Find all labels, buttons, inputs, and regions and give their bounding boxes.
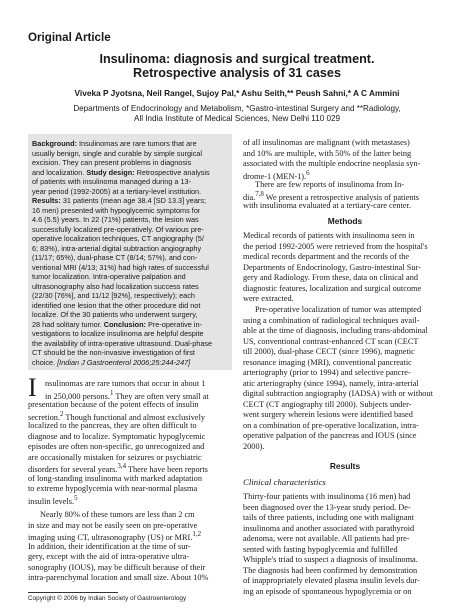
- body-line: The diagnosis had been confirmed by demonstration: [243, 565, 418, 575]
- body-line: using a combination of radiological techniques avail-: [243, 315, 420, 325]
- body-line: able at the time of diagnosis, including trans-abdominal: [243, 326, 428, 335]
- abstract-line: vestigations to localize insulinoma are helpful despite: [32, 329, 204, 338]
- body-line: till 2000), dual-phase CECT (since 1996), magnetic: [243, 347, 415, 356]
- abstract-line: ventional MRI (4/13; 31%) had high rates of successful: [32, 262, 209, 272]
- section-label: Original Article: [28, 31, 111, 44]
- body-line: digital subtraction angiography (IADSA) with or without: [243, 389, 433, 398]
- body-line: presentation because of the potent effects of insulin: [28, 400, 199, 409]
- body-line: 2000).: [243, 441, 265, 451]
- body-line: nsulinomas are rare tumors that occur in about 1: [45, 379, 206, 388]
- article-title-line-1: Insulinoma: diagnosis and surgical treatment.: [99, 52, 375, 66]
- body-line: Nearly 80% of these tumors are less than 2 cm: [40, 510, 195, 519]
- abstract-line: excision. They can present problems in diagnosis: [32, 158, 192, 167]
- results-heading: Results: [329, 461, 361, 471]
- body-line: gery and Radiology. From these, data on clinical and: [243, 273, 419, 282]
- body-line: Thirty-four patients with insulinoma (16 men) had: [243, 492, 411, 501]
- abstract-line: (22/30 [76%], and 11/12 [92%], respectively); each: [32, 291, 195, 300]
- body-line: adenoma, were not available. All patients had pre-: [243, 534, 410, 543]
- abstract-line: tumor localization. Intra-operative palpation and: [32, 272, 186, 281]
- affiliation-line-1: Departments of Endocrinology and Metabolism, *Gastro-intestinal Surgery and **Radiology,: [73, 104, 401, 113]
- body-line: insulin levels.$^5$: [28, 494, 78, 506]
- abstract-line: choice. [Indian J Gastroenterol 2006;25:244-247]: [32, 357, 191, 367]
- abstract-study-design-label: Study design:: [86, 167, 135, 177]
- abstract-line: of patients with insulinoma managed during a 13-: [32, 177, 192, 186]
- abstract-line: 4.6 (5.5) years. In 22 (71%) patients, the lesion was: [32, 215, 199, 224]
- body-line: gery, except with the aid of intra-operative ultra-: [28, 552, 190, 561]
- footnote-rule: [28, 592, 118, 593]
- drop-cap: I: [28, 373, 37, 402]
- body-line: Whipple's triad to suspect a diagnosis of insulinoma.: [243, 555, 418, 564]
- body-line: of all insulinomas are malignant (with metastases): [243, 138, 410, 147]
- body-line: arteriography (prior to 1994) and selective pancre-: [243, 368, 411, 377]
- abstract-background-label: Background:: [32, 139, 77, 148]
- body-line: operative palpation of the pancreas and IOUS (since: [243, 431, 417, 440]
- body-line: were extracted.: [243, 294, 294, 303]
- body-line: Departments of Endocrinology, Gastro-intestinal Sur-: [243, 262, 421, 272]
- body-line: went surgery wherein lesions were identified based: [243, 410, 413, 419]
- body-line: secretion.$^2$ Though functional and almost exclusively: [28, 410, 206, 422]
- body-line: US, conventional contrast-enhanced CT scan (CECT: [243, 336, 419, 346]
- abstract-conclusion-label: Conclusion:: [103, 319, 146, 329]
- abstract-line: operative localization techniques, CT angiography (5/: [32, 234, 204, 243]
- body-line: sonography (IOUS), may be difficult because of their: [28, 562, 206, 572]
- affiliation-line-2: All India Institute of Medical Sciences, New Delhi 110 029: [134, 114, 340, 123]
- abstract-line: ultrasonography also had localization success rates: [32, 281, 199, 291]
- abstract-line: (11/17; 65%), dual-phase CT (8/14; 57%), and con-: [32, 253, 198, 262]
- body-line: associated with the multiple endocrine neoplasia syn-: [243, 159, 421, 168]
- abstract-line: Background: Insulinomas are rare tumors that are: [32, 139, 197, 148]
- body-line: and 10% are multiple, with 50% of the latter being: [243, 148, 412, 158]
- body-line: in 250,000 persons.$^1$ They are often very small at: [45, 389, 209, 401]
- abstract-line: 28 had solitary tumor. Conclusion: Pre-operative in-: [32, 319, 202, 329]
- copyright-notice: Copyright © 2006 by Indian Society of Gastroenterology: [28, 595, 187, 602]
- abstract-line: and localization. Study design: Retrospective analysis: [32, 167, 210, 177]
- body-line: diagnostic features, localization and surgical outcome: [243, 283, 422, 293]
- abstract-results-label: Results:: [32, 196, 61, 205]
- abstract-line: identified one lesion that the other procedure did not: [32, 300, 201, 310]
- body-line: diagnose and to localize. Symptomatic hypoglycemic: [28, 431, 206, 441]
- body-line: disorders for several years.$^{3,4}$ There have been reports: [28, 463, 208, 474]
- abstract-line: localize. Of the 30 patients who underwent surgery,: [32, 310, 198, 319]
- body-line: to extreme hypoglycemia with near-normal plasma: [28, 484, 198, 493]
- clinical-characteristics-subheading: Clinical characteristics: [243, 477, 326, 487]
- methods-heading: Methods: [327, 216, 363, 226]
- abstract-line: successfully localized pre-operatively. Of various pre-: [32, 224, 204, 234]
- body-line: localized to the pancreas, they are often difficult to: [28, 421, 197, 430]
- abstract-line: the availability of intra-operative ultrasound. Dual-phase: [32, 338, 213, 348]
- abstract-line: usually benign, single and curable by simple surgical: [32, 148, 202, 158]
- body-line: in size and may not be easily seen on pre-operative: [28, 520, 198, 530]
- body-line: There are few reports of insulinoma from In-: [255, 180, 405, 189]
- body-line: on a combination of pre-operative localization, intra-: [243, 420, 419, 430]
- body-line: the period 1992-2005 were retrieved from the hospital's: [243, 241, 428, 251]
- abstract-line: 16 men) presented with hypoglycemic symptoms for: [32, 205, 201, 215]
- body-line: resonance imaging (MRI), conventional pancreatic: [243, 357, 412, 367]
- body-line: with insulinoma evaluated at a tertiary-care center.: [243, 201, 411, 210]
- author-list: Viveka P Jyotsna, Neil Rangel, Sujoy Pal,* Ashu Seith,** Peush Sahni,* A C Ammini: [74, 88, 400, 98]
- body-line: been diagnosed over the 13-year study period. De-: [243, 502, 411, 512]
- body-line: insulinoma and another associated with parathyroid: [243, 523, 415, 533]
- body-line: dia.$^{7,8}$ We present a retrospective analysis of patients: [243, 190, 420, 202]
- abstract-line: 6; 83%), intra-arterial digital subtraction angiography: [32, 243, 202, 253]
- body-line: episodes are often non-specific, go unrecognized and: [28, 442, 205, 451]
- abstract-line: CT should be the non-invasive investigation of first: [32, 348, 195, 357]
- body-line: sented with fasting hypoglycemia and fulfilled: [243, 544, 398, 554]
- body-line: CECT (CT angiography till 2000). Subjects under-: [243, 399, 412, 409]
- body-line: of long-standing insulinoma with marked adaptation: [28, 473, 202, 483]
- body-line: of inappropriately elevated plasma insulin levels dur-: [243, 576, 420, 585]
- journal-citation: [Indian J Gastroenterol 2006;25:244-247]: [57, 357, 191, 367]
- body-line: medical records department and the records of the: [243, 252, 410, 261]
- body-line: Medical records of patients with insulinoma seen in: [243, 231, 415, 240]
- body-line: atic arteriography (since 1994), namely, intra-arterial: [243, 378, 419, 388]
- body-line: Pre-operative localization of tumor was attempted: [255, 305, 422, 314]
- body-line: intra-parenchymal location and small size. About 10%: [28, 573, 209, 582]
- abstract-line: Results: 31 patients (mean age 38.4 [SD 13.3] years;: [32, 196, 207, 205]
- article-title-line-2: Retrospective analysis of 31 cases: [133, 66, 341, 80]
- body-line: ing an episode of spontaneous hypoglycemia or on: [243, 586, 412, 596]
- abstract-line: year period (1992-2005) at a tertiary-level institution.: [32, 186, 202, 196]
- body-line: imaging using CT, ultrasonography (US) or MRI.$^{1,2}$: [28, 531, 202, 542]
- body-line: In addition, their identification at the time of sur-: [28, 541, 191, 551]
- body-line: are occasionally mistaken for seizures or psychiatric: [28, 452, 202, 462]
- body-line: drome-1 (MEN-1).$^6$: [243, 169, 310, 181]
- body-line: tails of three patients, including one with malignant: [243, 513, 414, 522]
